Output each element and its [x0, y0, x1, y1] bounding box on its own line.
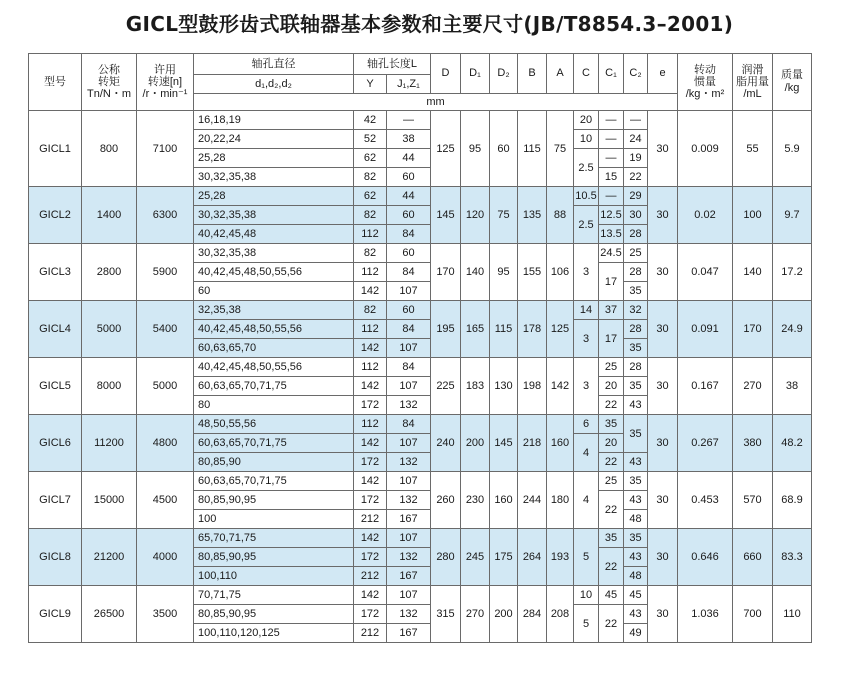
model-cell: GICL3 — [29, 244, 82, 301]
mass-cell: 24.9 — [773, 301, 812, 358]
B-cell: 135 — [518, 187, 547, 244]
parameter-table-wrap — [28, 53, 812, 643]
e-cell: 30 — [648, 187, 678, 244]
inertia-cell: 0.091 — [678, 301, 733, 358]
length-y-cell: 142 — [354, 434, 387, 453]
bore-diameter-cell: 40,42,45,48,50,55,56 — [194, 263, 354, 282]
header-A: A — [547, 54, 574, 94]
inertia-cell: 0.167 — [678, 358, 733, 415]
C2-cell: 43 — [624, 548, 648, 567]
C2-cell: 43 — [624, 605, 648, 624]
C-cell: 10 — [574, 130, 599, 149]
C1-cell: 17 — [599, 263, 624, 301]
B-cell: 178 — [518, 301, 547, 358]
bore-diameter-cell: 80,85,90,95 — [194, 548, 354, 567]
length-j-cell: 84 — [387, 415, 431, 434]
length-j-cell: 38 — [387, 130, 431, 149]
header-unit-mm: mm — [194, 94, 678, 111]
bore-diameter-cell: 80 — [194, 396, 354, 415]
inertia-cell: 0.02 — [678, 187, 733, 244]
C-cell: 10.5 — [574, 187, 599, 206]
bore-diameter-cell: 60,63,65,70 — [194, 339, 354, 358]
torque-cell: 8000 — [82, 358, 137, 415]
B-cell: 284 — [518, 586, 547, 643]
C-cell: 14 — [574, 301, 599, 320]
model-cell: GICL7 — [29, 472, 82, 529]
speed-cell: 5000 — [137, 358, 194, 415]
C1-cell: 12.5 — [599, 206, 624, 225]
D-cell: 125 — [431, 111, 461, 187]
inertia-cell: 0.646 — [678, 529, 733, 586]
length-j-cell: 60 — [387, 206, 431, 225]
A-cell: 142 — [547, 358, 574, 415]
C2-cell: 43 — [624, 396, 648, 415]
C-cell: 4 — [574, 472, 599, 529]
bore-diameter-cell: 25,28 — [194, 149, 354, 168]
torque-cell: 21200 — [82, 529, 137, 586]
grease-cell: 140 — [733, 244, 773, 301]
D2-cell: 60 — [490, 111, 518, 187]
C2-cell: 25 — [624, 244, 648, 263]
length-y-cell: 82 — [354, 206, 387, 225]
B-cell: 218 — [518, 415, 547, 472]
C2-cell: 35 — [624, 472, 648, 491]
inertia-cell: 0.047 — [678, 244, 733, 301]
bore-diameter-cell: 30,32,35,38 — [194, 244, 354, 263]
C2-cell: 35 — [624, 377, 648, 396]
length-j-cell: 44 — [387, 187, 431, 206]
length-y-cell: 62 — [354, 187, 387, 206]
D1-cell: 183 — [461, 358, 490, 415]
length-j-cell: 167 — [387, 567, 431, 586]
bore-diameter-cell: 70,71,75 — [194, 586, 354, 605]
length-j-cell: 60 — [387, 301, 431, 320]
length-j-cell: 107 — [387, 377, 431, 396]
torque-cell: 800 — [82, 111, 137, 187]
C2-cell: 22 — [624, 168, 648, 187]
length-y-cell: 212 — [354, 624, 387, 643]
bore-diameter-cell: 20,22,24 — [194, 130, 354, 149]
A-cell: 88 — [547, 187, 574, 244]
C2-cell: 30 — [624, 206, 648, 225]
speed-cell: 3500 — [137, 586, 194, 643]
grease-cell: 100 — [733, 187, 773, 244]
length-y-cell: 142 — [354, 529, 387, 548]
torque-cell: 5000 — [82, 301, 137, 358]
D1-cell: 165 — [461, 301, 490, 358]
C-cell: 5 — [574, 529, 599, 586]
grease-cell: 55 — [733, 111, 773, 187]
C1-cell: 24.5 — [599, 244, 624, 263]
torque-cell: 26500 — [82, 586, 137, 643]
C2-cell: 28 — [624, 320, 648, 339]
C1-cell: 25 — [599, 358, 624, 377]
bore-diameter-cell: 60,63,65,70,71,75 — [194, 434, 354, 453]
length-j-cell: 132 — [387, 605, 431, 624]
e-cell: 30 — [648, 415, 678, 472]
table-row — [29, 586, 812, 605]
length-y-cell: 142 — [354, 282, 387, 301]
length-j-cell: — — [387, 111, 431, 130]
header-D2: D₂ — [490, 54, 518, 94]
D-cell: 195 — [431, 301, 461, 358]
C2-cell: 29 — [624, 187, 648, 206]
C1-cell: 15 — [599, 168, 624, 187]
length-j-cell: 60 — [387, 168, 431, 187]
C1-cell: 22 — [599, 453, 624, 472]
C1-cell: — — [599, 111, 624, 130]
inertia-cell: 1.036 — [678, 586, 733, 643]
bore-diameter-cell: 40,42,45,48,50,55,56 — [194, 358, 354, 377]
table-row — [29, 301, 812, 320]
length-j-cell: 167 — [387, 510, 431, 529]
B-cell: 155 — [518, 244, 547, 301]
length-j-cell: 44 — [387, 149, 431, 168]
grease-cell: 570 — [733, 472, 773, 529]
mass-cell: 17.2 — [773, 244, 812, 301]
inertia-cell: 0.267 — [678, 415, 733, 472]
A-cell: 180 — [547, 472, 574, 529]
D2-cell: 115 — [490, 301, 518, 358]
bore-diameter-cell: 65,70,71,75 — [194, 529, 354, 548]
model-cell: GICL8 — [29, 529, 82, 586]
bore-diameter-cell: 60,63,65,70,71,75 — [194, 377, 354, 396]
bore-diameter-cell: 80,85,90 — [194, 453, 354, 472]
length-j-cell: 84 — [387, 225, 431, 244]
grease-cell: 380 — [733, 415, 773, 472]
inertia-cell: 0.453 — [678, 472, 733, 529]
length-j-cell: 107 — [387, 586, 431, 605]
length-y-cell: 172 — [354, 605, 387, 624]
length-j-cell: 84 — [387, 263, 431, 282]
e-cell: 30 — [648, 244, 678, 301]
header-D: D — [431, 54, 461, 94]
C2-cell: 35 — [624, 339, 648, 358]
length-y-cell: 82 — [354, 244, 387, 263]
D1-cell: 230 — [461, 472, 490, 529]
header-length-j: J₁,Z₁ — [387, 75, 431, 94]
length-j-cell: 107 — [387, 529, 431, 548]
D2-cell: 200 — [490, 586, 518, 643]
C2-cell: 19 — [624, 149, 648, 168]
D-cell: 145 — [431, 187, 461, 244]
header-bore-sub: d₁,d₂,d₂ — [194, 75, 354, 94]
length-y-cell: 112 — [354, 415, 387, 434]
header-C2: C₂ — [624, 54, 648, 94]
header-bore: 轴孔直径 — [194, 54, 354, 75]
length-y-cell: 52 — [354, 130, 387, 149]
mass-cell: 110 — [773, 586, 812, 643]
C1-cell: 35 — [599, 529, 624, 548]
C-cell: 20 — [574, 111, 599, 130]
D1-cell: 95 — [461, 111, 490, 187]
C2-cell: 28 — [624, 225, 648, 244]
C-cell: 10 — [574, 586, 599, 605]
C2-cell: 24 — [624, 130, 648, 149]
C1-cell: 45 — [599, 586, 624, 605]
D2-cell: 145 — [490, 415, 518, 472]
D2-cell: 75 — [490, 187, 518, 244]
header-C: C — [574, 54, 599, 94]
C2-cell: 28 — [624, 263, 648, 282]
grease-cell: 270 — [733, 358, 773, 415]
D-cell: 225 — [431, 358, 461, 415]
length-y-cell: 82 — [354, 168, 387, 187]
length-y-cell: 112 — [354, 320, 387, 339]
length-y-cell: 62 — [354, 149, 387, 168]
speed-cell: 5900 — [137, 244, 194, 301]
A-cell: 160 — [547, 415, 574, 472]
length-y-cell: 42 — [354, 111, 387, 130]
C1-cell: 22 — [599, 548, 624, 586]
C1-cell: 13.5 — [599, 225, 624, 244]
C2-cell: 48 — [624, 567, 648, 586]
bore-diameter-cell: 30,32,35,38 — [194, 206, 354, 225]
C2-cell: 35 — [624, 415, 648, 453]
grease-cell: 700 — [733, 586, 773, 643]
C1-cell: 22 — [599, 491, 624, 529]
C1-cell: — — [599, 130, 624, 149]
C1-cell: 17 — [599, 320, 624, 358]
grease-cell: 660 — [733, 529, 773, 586]
A-cell: 125 — [547, 301, 574, 358]
C2-cell: 35 — [624, 282, 648, 301]
torque-cell: 15000 — [82, 472, 137, 529]
speed-cell: 7100 — [137, 111, 194, 187]
header-D1: D₁ — [461, 54, 490, 94]
A-cell: 208 — [547, 586, 574, 643]
speed-cell: 6300 — [137, 187, 194, 244]
D1-cell: 270 — [461, 586, 490, 643]
e-cell: 30 — [648, 111, 678, 187]
bore-diameter-cell: 40,42,45,48,50,55,56 — [194, 320, 354, 339]
C2-cell: 43 — [624, 453, 648, 472]
C2-cell: 45 — [624, 586, 648, 605]
D2-cell: 160 — [490, 472, 518, 529]
speed-cell: 4500 — [137, 472, 194, 529]
mass-cell: 38 — [773, 358, 812, 415]
length-y-cell: 112 — [354, 263, 387, 282]
header-B: B — [518, 54, 547, 94]
D1-cell: 245 — [461, 529, 490, 586]
length-j-cell: 132 — [387, 491, 431, 510]
model-cell: GICL2 — [29, 187, 82, 244]
mass-cell: 83.3 — [773, 529, 812, 586]
table-row — [29, 415, 812, 434]
mass-cell: 5.9 — [773, 111, 812, 187]
C1-cell: 20 — [599, 377, 624, 396]
model-cell: GICL4 — [29, 301, 82, 358]
length-j-cell: 167 — [387, 624, 431, 643]
C2-cell: — — [624, 111, 648, 130]
B-cell: 198 — [518, 358, 547, 415]
bore-diameter-cell: 32,35,38 — [194, 301, 354, 320]
C1-cell: 22 — [599, 605, 624, 643]
C-cell: 2.5 — [574, 149, 599, 187]
C2-cell: 32 — [624, 301, 648, 320]
C-cell: 6 — [574, 415, 599, 434]
B-cell: 244 — [518, 472, 547, 529]
header-grease: 润滑 脂用量 /mL — [733, 54, 773, 111]
grease-cell: 170 — [733, 301, 773, 358]
bore-diameter-cell: 60 — [194, 282, 354, 301]
header-mass: 质量 /kg — [773, 54, 812, 111]
table-row — [29, 472, 812, 491]
C2-cell: 28 — [624, 358, 648, 377]
D-cell: 280 — [431, 529, 461, 586]
length-j-cell: 84 — [387, 320, 431, 339]
torque-cell: 1400 — [82, 187, 137, 244]
mass-cell: 48.2 — [773, 415, 812, 472]
speed-cell: 4800 — [137, 415, 194, 472]
speed-cell: 5400 — [137, 301, 194, 358]
inertia-cell: 0.009 — [678, 111, 733, 187]
table-body — [29, 111, 812, 643]
C-cell: 4 — [574, 434, 599, 472]
length-j-cell: 60 — [387, 244, 431, 263]
bore-diameter-cell: 60,63,65,70,71,75 — [194, 472, 354, 491]
parameter-table — [28, 53, 812, 643]
D1-cell: 140 — [461, 244, 490, 301]
C-cell: 3 — [574, 320, 599, 358]
D-cell: 170 — [431, 244, 461, 301]
C2-cell: 43 — [624, 491, 648, 510]
e-cell: 30 — [648, 358, 678, 415]
header-e: e — [648, 54, 678, 94]
torque-cell: 2800 — [82, 244, 137, 301]
length-j-cell: 107 — [387, 339, 431, 358]
header-length: 轴孔长度L — [354, 54, 431, 75]
header-model: 型号 — [29, 54, 82, 111]
e-cell: 30 — [648, 586, 678, 643]
bore-diameter-cell: 80,85,90,95 — [194, 491, 354, 510]
D1-cell: 200 — [461, 415, 490, 472]
length-y-cell: 142 — [354, 339, 387, 358]
e-cell: 30 — [648, 529, 678, 586]
B-cell: 115 — [518, 111, 547, 187]
table-row — [29, 529, 812, 548]
D-cell: 240 — [431, 415, 461, 472]
length-y-cell: 212 — [354, 567, 387, 586]
C1-cell: 22 — [599, 396, 624, 415]
length-y-cell: 82 — [354, 301, 387, 320]
C-cell: 3 — [574, 244, 599, 301]
bore-diameter-cell: 40,42,45,48 — [194, 225, 354, 244]
D2-cell: 95 — [490, 244, 518, 301]
D2-cell: 175 — [490, 529, 518, 586]
length-j-cell: 107 — [387, 282, 431, 301]
C1-cell: — — [599, 187, 624, 206]
table-row — [29, 111, 812, 130]
C2-cell: 48 — [624, 510, 648, 529]
table-row — [29, 358, 812, 377]
B-cell: 264 — [518, 529, 547, 586]
model-cell: GICL6 — [29, 415, 82, 472]
length-y-cell: 142 — [354, 586, 387, 605]
A-cell: 193 — [547, 529, 574, 586]
A-cell: 106 — [547, 244, 574, 301]
length-j-cell: 107 — [387, 434, 431, 453]
table-row — [29, 244, 812, 263]
C1-cell: 20 — [599, 434, 624, 453]
C-cell: 2.5 — [574, 206, 599, 244]
length-y-cell: 212 — [354, 510, 387, 529]
bore-diameter-cell: 16,18,19 — [194, 111, 354, 130]
bore-diameter-cell: 25,28 — [194, 187, 354, 206]
length-j-cell: 132 — [387, 453, 431, 472]
C2-cell: 35 — [624, 529, 648, 548]
length-y-cell: 112 — [354, 358, 387, 377]
bore-diameter-cell: 48,50,55,56 — [194, 415, 354, 434]
C1-cell: 37 — [599, 301, 624, 320]
header-torque: 公称 转矩 Tn/N・m — [82, 54, 137, 111]
mass-cell: 68.9 — [773, 472, 812, 529]
model-cell: GICL1 — [29, 111, 82, 187]
D1-cell: 120 — [461, 187, 490, 244]
C-cell: 5 — [574, 605, 599, 643]
torque-cell: 11200 — [82, 415, 137, 472]
length-y-cell: 172 — [354, 396, 387, 415]
C1-cell: — — [599, 149, 624, 168]
length-j-cell: 107 — [387, 472, 431, 491]
length-y-cell: 172 — [354, 453, 387, 472]
model-cell: GICL9 — [29, 586, 82, 643]
length-j-cell: 84 — [387, 358, 431, 377]
header-speed: 许用 转速[n] /r・min⁻¹ — [137, 54, 194, 111]
length-y-cell: 172 — [354, 548, 387, 567]
length-y-cell: 172 — [354, 491, 387, 510]
model-cell: GICL5 — [29, 358, 82, 415]
e-cell: 30 — [648, 301, 678, 358]
length-j-cell: 132 — [387, 396, 431, 415]
header-inertia: 转动 惯量 /kg・m² — [678, 54, 733, 111]
speed-cell: 4000 — [137, 529, 194, 586]
length-y-cell: 142 — [354, 472, 387, 491]
C1-cell: 25 — [599, 472, 624, 491]
D2-cell: 130 — [490, 358, 518, 415]
A-cell: 75 — [547, 111, 574, 187]
bore-diameter-cell: 100,110,120,125 — [194, 624, 354, 643]
e-cell: 30 — [648, 472, 678, 529]
C-cell: 3 — [574, 358, 599, 415]
bore-diameter-cell: 100,110 — [194, 567, 354, 586]
bore-diameter-cell: 30,32,35,38 — [194, 168, 354, 187]
length-y-cell: 142 — [354, 377, 387, 396]
length-y-cell: 112 — [354, 225, 387, 244]
bore-diameter-cell: 100 — [194, 510, 354, 529]
header-length-y: Y — [354, 75, 387, 94]
D-cell: 260 — [431, 472, 461, 529]
bore-diameter-cell: 80,85,90,95 — [194, 605, 354, 624]
page-title: GICL型鼓形齿式联轴器基本参数和主要尺寸(JB/T8854.3–2001) — [125, 12, 734, 36]
header-C1: C₁ — [599, 54, 624, 94]
length-j-cell: 132 — [387, 548, 431, 567]
mass-cell: 9.7 — [773, 187, 812, 244]
D-cell: 315 — [431, 586, 461, 643]
C1-cell: 35 — [599, 415, 624, 434]
C2-cell: 49 — [624, 624, 648, 643]
table-row — [29, 187, 812, 206]
